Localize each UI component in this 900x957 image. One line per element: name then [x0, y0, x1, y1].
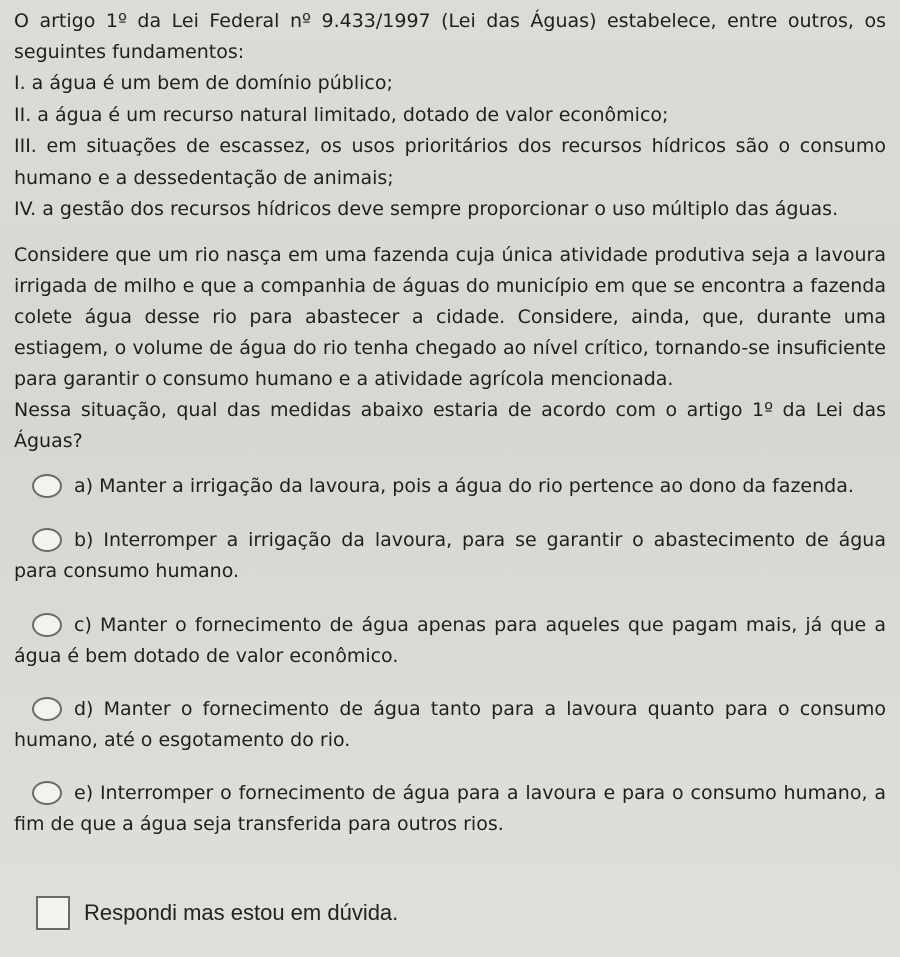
fundamental-item-2: II. a água é um recurso natural limitado, dotado de valor econômico; [14, 103, 669, 126]
doubt-checkbox[interactable] [36, 896, 70, 930]
option-d[interactable] [14, 694, 886, 756]
option-a[interactable] [14, 471, 886, 502]
option-c[interactable] [14, 610, 886, 672]
answer-options [14, 471, 886, 840]
option-a-text: a) Manter a irrigação da lavoura, pois a água do rio pertence ao dono da fazenda. [74, 474, 854, 497]
fundamental-item-3: III. em situações de escassez, os usos prioritários dos recursos hídricos são o consumo humano e a dessedentação de animais; [14, 135, 886, 189]
option-e[interactable] [14, 778, 886, 840]
question-text: Nessa situação, qual das medidas abaixo estaria de acordo com o artigo 1º da Lei das Águas? [14, 398, 886, 452]
intro-text: O artigo 1º da Lei Federal nº 9.433/1997 (Lei das Águas) estabelece, entre outros, os seguintes fundamentos: [14, 10, 886, 63]
option-b-text: b) Interromper a irrigação da lavoura, para se garantir o abastecimento de água para consumo humano. [14, 528, 886, 582]
scenario-text: Considere que um rio nasça em uma fazenda cuja única atividade produtiva seja a lavoura irrigada de milho e que a companhia de águas do município em que se encontra a fazenda colete água desse rio para abastecer a cidade. Considere, ainda, que, durante uma estiagem, o volume de água do rio tenha chegado ao nível crítico, tornando-se insuficiente para garantir o consumo humano e a atividade agrícola mencionada. [14, 243, 886, 390]
fundamental-item-1: I. a água é um bem de domínio público; [14, 72, 393, 94]
option-e-text: e) Interromper o fornecimento de água para a lavoura e para o consumo humano, a fim de que a água seja transferida para outros rios. [14, 781, 886, 835]
option-b[interactable] [14, 525, 886, 587]
option-d-text: d) Manter o fornecimento de água tanto para a lavoura quanto para o consumo humano, até o esgotamento do rio. [14, 697, 886, 751]
doubt-label: Respondi mas estou em dúvida. [84, 900, 399, 925]
option-c-text: c) Manter o fornecimento de água apenas para aqueles que pagam mais, já que a água é bem dotado de valor econômico. [14, 613, 886, 667]
doubt-checkbox-row[interactable] [36, 896, 398, 930]
fundamentals-list [14, 68, 886, 226]
spacer [14, 226, 886, 240]
fundamental-item-4: IV. a gestão dos recursos hídricos deve sempre proporcionar o uso múltiplo das águas. [14, 198, 839, 220]
